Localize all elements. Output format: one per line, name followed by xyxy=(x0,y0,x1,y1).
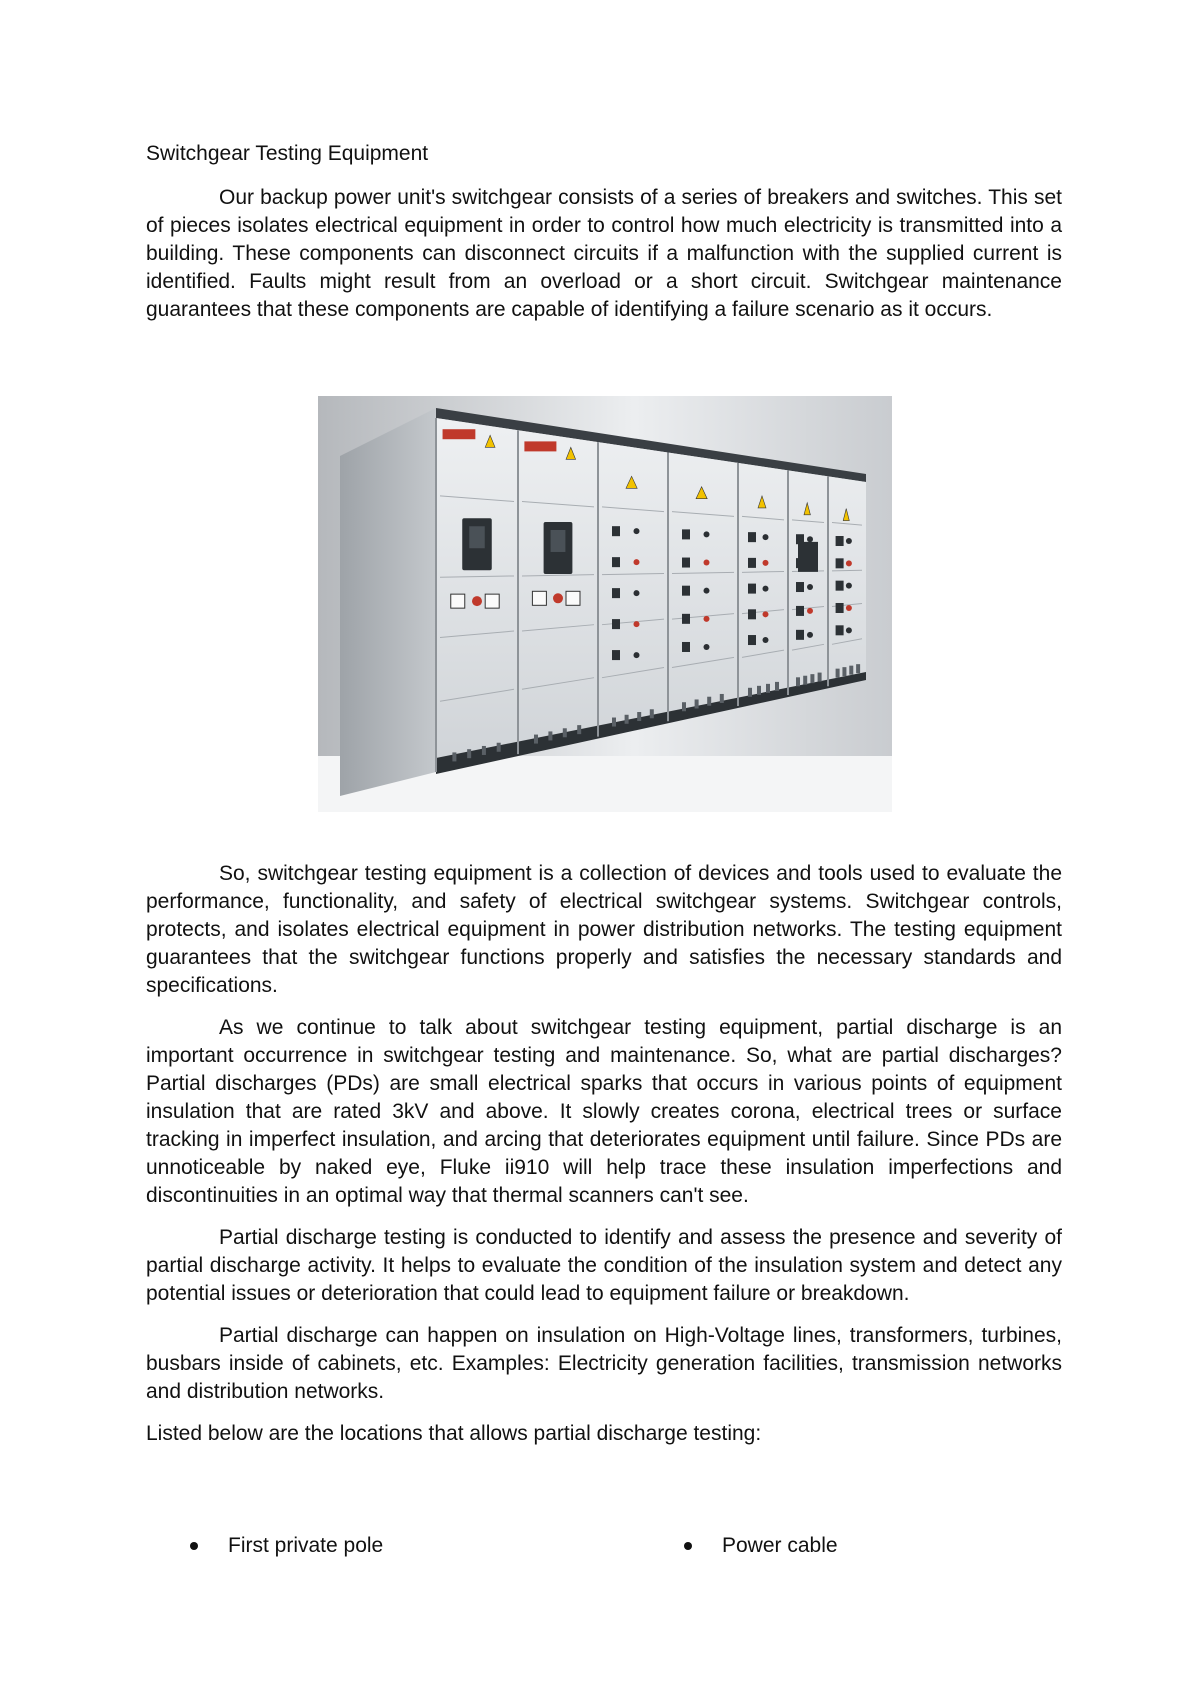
list-item-text: Power cable xyxy=(722,1534,838,1557)
bullet-icon xyxy=(684,1542,692,1550)
document-title: Switchgear Testing Equipment xyxy=(146,142,429,165)
document-lower xyxy=(146,860,1062,1462)
paragraph-testing-equipment: So, switchgear testing equipment is a collection of devices and tools used to evaluate the performance, functionality, and safety of electrical switchgear systems. Switchgear controls, protects, and isolates electrical equipment in power distribution networks. The testing equipment guarantees that the switchgear functions properly and satisfies the necessary standards and specifications. xyxy=(146,862,1062,997)
list-intro: Listed below are the locations that allows partial discharge testing: xyxy=(146,1422,762,1445)
bullet-icon xyxy=(190,1542,198,1550)
list-item-text: First private pole xyxy=(228,1534,384,1557)
bullet-list xyxy=(146,1532,1062,1568)
paragraph-partial-discharge: As we continue to talk about switchgear testing equipment, partial discharge is an important occurrence in switchgear testing and maintenance. So, what are partial discharges? Partial discharges (PDs) are small electrical sparks that occurs in various points of equipment insulation that are rated 3kV and above. It slowly creates corona, electrical trees or surface tracking in imperfect insulation, and arcing that deteriorates equipment until failure. Since PDs are unnoticeable by naked eye, Fluke ii910 will help trace these insulation imperfections and discontinuities in an optimal way that thermal scanners can't see. xyxy=(146,1016,1062,1207)
paragraph-pd-locations: Partial discharge can happen on insulation on High-Voltage lines, transformers, turbines, busbars inside of cabinets, etc. Examples: Electricity generation facilities, transmission networks and distribution networks. xyxy=(146,1324,1062,1403)
paragraph-intro: Our backup power unit's switchgear consists of a series of breakers and switches. This set of pieces isolates electrical equipment in order to control how much electricity is transmitted into a building. These components can disconnect circuits if a malfunction with the supplied current is identified. Faults might result from an overload or a short circuit. Switchgear maintenance guarantees that these components are capable of identifying a failure scenario as it occurs. xyxy=(146,186,1062,321)
document-body xyxy=(146,140,1062,338)
paragraph-pd-testing: Partial discharge testing is conducted to identify and assess the presence and severity of partial discharge activity. It helps to evaluate the condition of the insulation system and detect any potential issues or deterioration that could lead to equipment failure or breakdown. xyxy=(146,1226,1062,1305)
switchgear-figure xyxy=(318,396,892,812)
switchgear-cabinet-photo-icon xyxy=(318,396,892,812)
